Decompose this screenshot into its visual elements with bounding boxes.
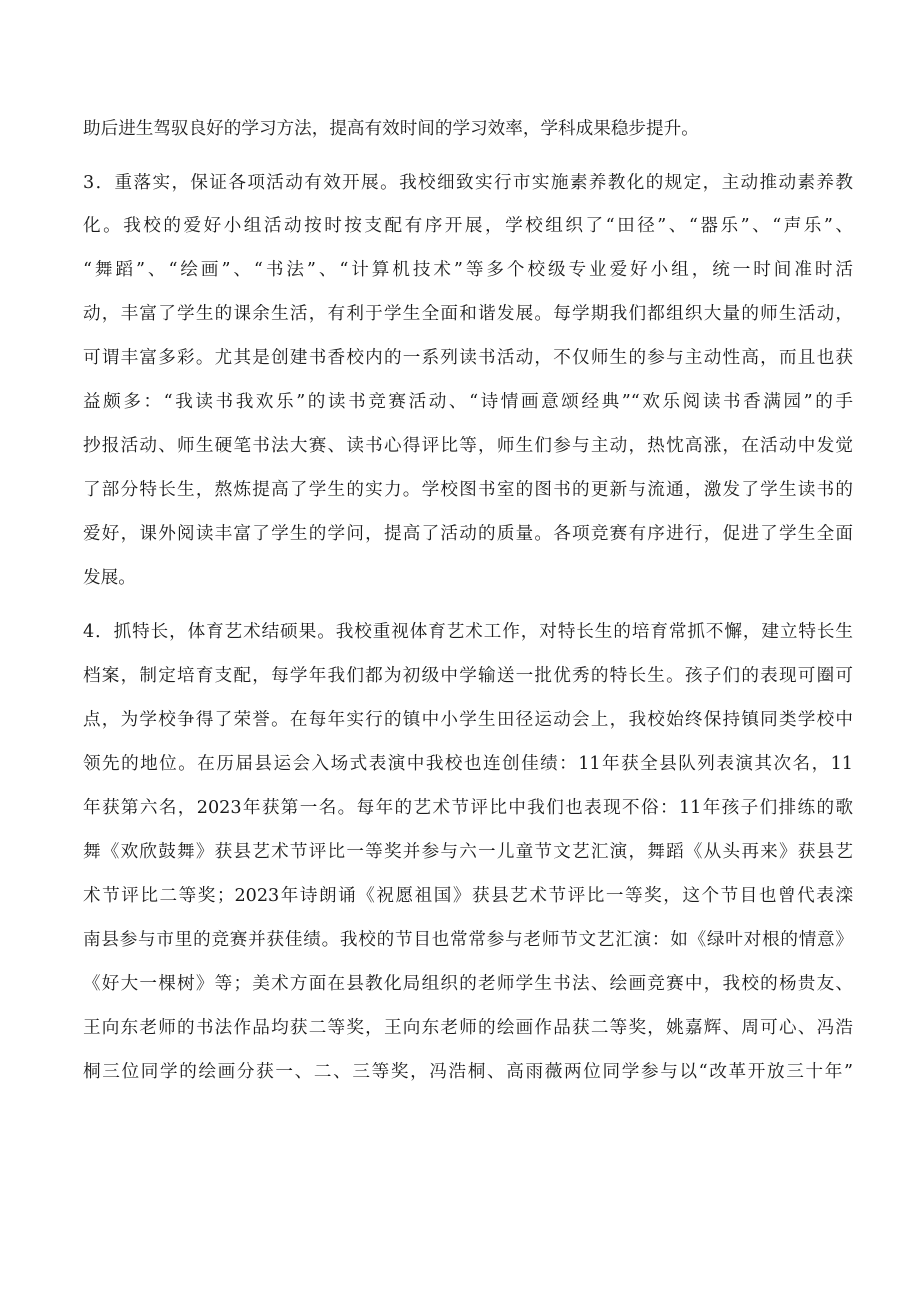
text-line: 术节评比二等奖；2023年诗朗诵《祝愿祖国》获县艺术节评比一等奖，这个节目也曾代表滦 (83, 886, 853, 906)
text-line: 了部分特长生，熬炼提高了学生的实力。学校图书室的图书的更新与流通，激发了学生读书的 (83, 480, 853, 500)
text-line: 爱好，课外阅读丰富了学生的学问，提高了活动的质量。各项竞赛有序进行，促进了学生全面 (83, 524, 853, 544)
text-line: 助后进生驾驭良好的学习方法，提高有效时间的学习效率，学科成果稳步提升。 (83, 119, 699, 139)
text-line: 动，丰富了学生的课余生活，有利于学生全面和谐发展。每学期我们都组织大量的师生活动， (83, 304, 853, 324)
text-line: 南县参与市里的竞赛并获佳绩。我校的节目也常常参与老师节文艺汇演：如《绿叶对根的情意》 (83, 930, 853, 950)
text-line: 舞《欢欣鼓舞》获县艺术节评比一等奖并参与六一儿童节文艺汇演，舞蹈《从头再来》获县艺 (83, 842, 853, 862)
text-line: 4．抓特长，体育艺术结硕果。我校重视体育艺术工作，对特长生的培育常抓不懈，建立特长生 (83, 622, 853, 642)
text-line: 年获第六名，2023年获第一名。每年的艺术节评比中我们也表现不俗：11年孩子们排练的歌 (83, 798, 853, 818)
text-line: 发展。 (83, 568, 136, 588)
text-line: 益颇多：“我读书我欢乐”的读书竞赛活动、“诗情画意颂经典”“欢乐阅读书香满园”的手 (83, 392, 853, 412)
text-line: 抄报活动、师生硬笔书法大赛、读书心得评比等，师生们参与主动，热忱高涨，在活动中发觉 (83, 436, 853, 456)
text-line: 化。我校的爱好小组活动按时按支配有序开展，学校组织了“田径”、“器乐”、“声乐”、 (83, 216, 853, 236)
text-line: 点，为学校争得了荣誉。在每年实行的镇中小学生田径运动会上，我校始终保持镇同类学校中 (83, 710, 853, 730)
text-line: 领先的地位。在历届县运会入场式表演中我校也连创佳绩：11年获全县队列表演其次名，11 (83, 754, 853, 774)
text-line: 可谓丰富多彩。尤其是创建书香校内的一系列读书活动，不仅师生的参与主动性高，而且也获 (83, 348, 853, 368)
text-line: 《好大一棵树》等；美术方面在县教化局组织的老师学生书法、绘画竞赛中，我校的杨贵友、 (83, 974, 853, 994)
text-line: 档案，制定培育支配，每学年我们都为初级中学输送一批优秀的特长生。孩子们的表现可圈可 (83, 666, 853, 686)
text-line: 桐三位同学的绘画分获一、二、三等奖，冯浩桐、高雨薇两位同学参与以“改革开放三十年” (83, 1062, 853, 1082)
text-line: 王向东老师的书法作品均获二等奖，王向东老师的绘画作品获二等奖，姚嘉辉、周可心、冯浩 (83, 1018, 853, 1038)
text-line: “舞蹈”、“绘画”、“书法”、“计算机技术”等多个校级专业爱好小组，统一时间准时活 (83, 260, 853, 280)
text-line: 3．重落实，保证各项活动有效开展。我校细致实行市实施素养教化的规定，主动推动素养教 (83, 173, 853, 193)
